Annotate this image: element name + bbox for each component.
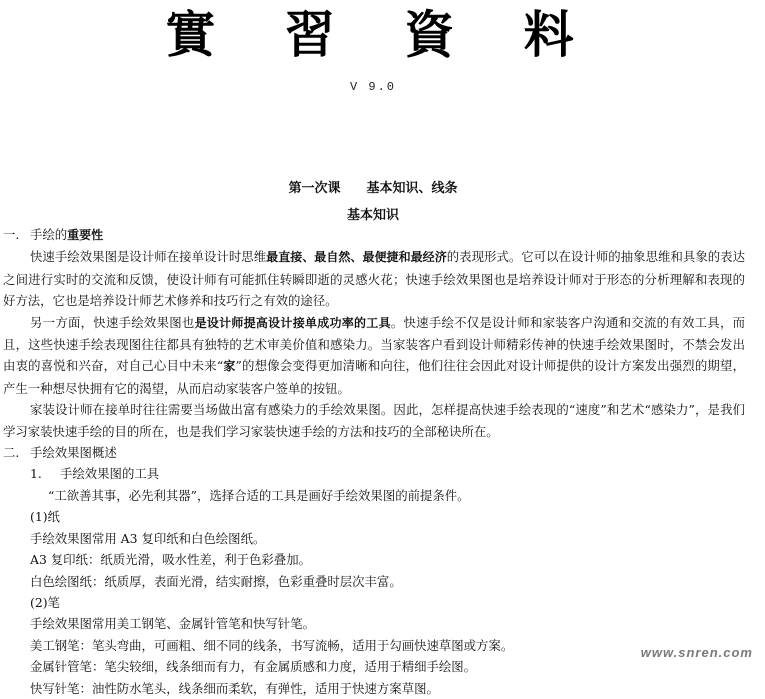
- section-label-emphasis: 重要性: [67, 228, 104, 242]
- version-label: V 9.0: [349, 80, 396, 94]
- paragraph-emphasis: 是设计师提高设计接单成功率的工具: [194, 315, 391, 330]
- paragraph-text: 。快速手绘不仅是设计师和家装客户沟通和交流的有效工具，而且，这些快速手绘表现图往往都具有独特的艺术审美价值和感染力。当家装客户看到设计师精彩传神的快速手绘效果图时，不禁会发出由衷的喜悦和兴奋，对自己心目中未来“: [3, 314, 745, 374]
- document-title: 實 習 資 料: [165, 6, 600, 64]
- document-body: [3, 224, 745, 699]
- paragraph-emphasis: 家: [223, 359, 236, 374]
- section-number: 一.: [3, 227, 20, 242]
- paragraph-3: 家装设计师在接单时往往需要当场做出富有感染力的手绘效果图。因此，怎样提高快速手绘表现的“速度”和艺术“感染力”，是我们学习家装快速手绘的目的所在，也是我们学习家装快速手绘的方法和技巧的全部秘诀所在。: [3, 402, 745, 439]
- paper-line-1: 手绘效果图常用 A3 复印纸和白色绘图纸。: [30, 530, 266, 546]
- section-label: 手绘效果图概述: [30, 445, 117, 461]
- paragraph-1: [3, 246, 745, 311]
- paragraph-2: [3, 312, 745, 400]
- site-watermark: www.snren.com: [640, 645, 753, 660]
- paragraph-text: 另一方面，快速手绘效果图也: [30, 314, 195, 330]
- subsection-number: 1.: [30, 466, 42, 482]
- section-subtitle: 基本知识: [346, 208, 399, 223]
- paper-heading: (1)纸: [30, 509, 60, 525]
- pen-line-3: 金属针管笔：笔尖较细，线条细而有力，有金属质感和力度，适用于精细手绘图。: [30, 659, 477, 675]
- section-heading-2: [3, 442, 745, 463]
- subsection-label: 手绘效果图的工具: [60, 466, 160, 482]
- pen-heading: (2)笔: [30, 594, 60, 610]
- section-heading-1: [3, 224, 745, 246]
- section-label: 手绘的: [30, 227, 68, 242]
- section-number: 二.: [3, 445, 20, 461]
- pen-line-1: 手绘效果图常用美工钢笔、金属针管笔和快写针笔。: [30, 616, 315, 632]
- subsection-heading-1: [3, 463, 745, 484]
- paragraph-text: ”的想像会变得更加清晰和向往，他们往往会因此对设计师提供的设计方案发出强烈的期望，产生一种想尽快拥有它的渴望，从而启动家装客户签单的按钮。: [3, 358, 745, 396]
- paper-line-2: A3 复印纸：纸质光滑，吸水性差，利于色彩叠加。: [30, 552, 311, 568]
- lesson-number: 第一次课: [288, 181, 341, 196]
- paragraph-emphasis: 最直接、最自然、最便捷和最经济: [266, 250, 447, 265]
- paragraph-text: 的表现形式。它可以在设计师的抽象思维和具象的表达之间进行实时的交流和反馈，使设计师有可能抓住转瞬即逝的灵感火花；快速手绘效果图也是培养设计师对于形态的分析理解和表现的好方法，它也是培养设计师艺术修养和技巧行之有效的途径。: [3, 249, 745, 309]
- pen-line-2: 美工钢笔：笔头弯曲，可画粗、细不同的线条，书写流畅，适用于勾画快速草图或方案。: [30, 637, 514, 653]
- paper-line-3: 白色绘图纸：纸质厚，表面光滑，结实耐擦，色彩重叠时层次丰富。: [30, 573, 402, 589]
- paragraph-text: 快速手绘效果图是设计师在接单设计时思维: [30, 249, 267, 265]
- pen-line-4: 快写针笔：油性防水笔头，线条细而柔软，有弹性，适用于快速方案草图。: [30, 680, 439, 696]
- lesson-topic: 基本知识、线条: [366, 181, 458, 196]
- lesson-heading: [0, 177, 746, 196]
- quote-line: “工欲善其事，必先利其器”，选择合适的工具是画好手绘效果图的前提条件。: [48, 487, 470, 503]
